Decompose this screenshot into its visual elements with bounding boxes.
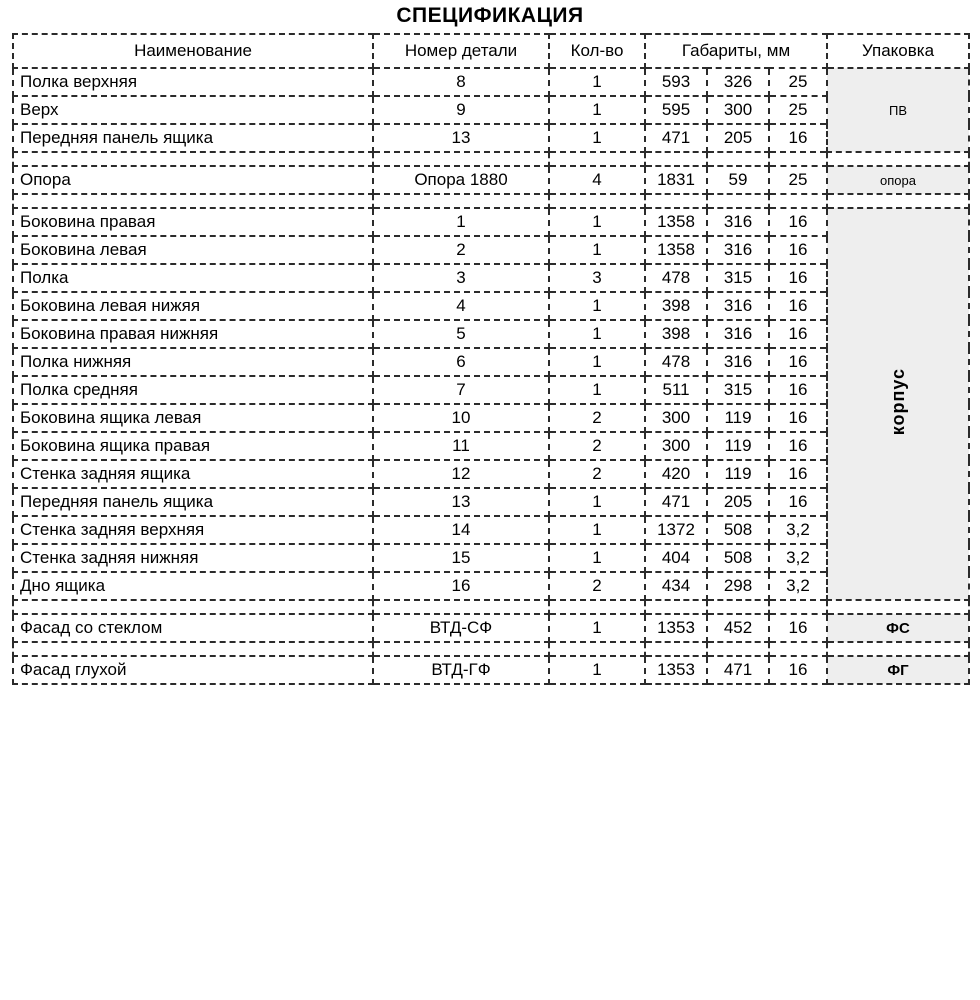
cell-d3: 16 bbox=[769, 264, 827, 292]
cell-d3: 25 bbox=[769, 96, 827, 124]
table-row bbox=[13, 376, 969, 404]
table-row bbox=[13, 166, 969, 194]
column-header-quantity: Кол-во bbox=[549, 34, 645, 68]
cell-d1: 593 bbox=[645, 68, 707, 96]
table-row bbox=[13, 320, 969, 348]
column-header-name: Наименование bbox=[13, 34, 373, 68]
cell-name: Фасад глухой bbox=[13, 656, 373, 684]
packaging-label: ПВ bbox=[888, 103, 907, 119]
specification-table bbox=[12, 33, 970, 685]
table-row bbox=[13, 404, 969, 432]
cell-d3: 3,2 bbox=[769, 572, 827, 600]
cell-part: 9 bbox=[373, 96, 549, 124]
separator-cell bbox=[549, 152, 645, 166]
separator-cell bbox=[645, 600, 707, 614]
separator-cell bbox=[373, 194, 549, 208]
cell-d3: 16 bbox=[769, 656, 827, 684]
separator-cell bbox=[707, 642, 769, 656]
cell-part: 13 bbox=[373, 124, 549, 152]
cell-name: Стенка задняя верхняя bbox=[13, 516, 373, 544]
cell-qty: 2 bbox=[549, 432, 645, 460]
cell-d2: 300 bbox=[707, 96, 769, 124]
separator-cell bbox=[769, 152, 827, 166]
cell-part: 3 bbox=[373, 264, 549, 292]
cell-d1: 595 bbox=[645, 96, 707, 124]
cell-packaging bbox=[827, 656, 969, 684]
cell-qty: 3 bbox=[549, 264, 645, 292]
separator-cell bbox=[827, 600, 969, 614]
cell-packaging bbox=[827, 208, 969, 600]
group-separator bbox=[13, 642, 969, 656]
cell-d2: 508 bbox=[707, 516, 769, 544]
table-row bbox=[13, 68, 969, 96]
cell-part: 15 bbox=[373, 544, 549, 572]
cell-d2: 315 bbox=[707, 376, 769, 404]
cell-name: Полка нижняя bbox=[13, 348, 373, 376]
separator-cell bbox=[549, 194, 645, 208]
cell-d2: 316 bbox=[707, 292, 769, 320]
cell-name: Стенка задняя нижняя bbox=[13, 544, 373, 572]
cell-part: 12 bbox=[373, 460, 549, 488]
cell-part: 6 bbox=[373, 348, 549, 376]
cell-qty: 1 bbox=[549, 320, 645, 348]
cell-part: ВТД-СФ bbox=[373, 614, 549, 642]
cell-qty: 1 bbox=[549, 376, 645, 404]
cell-d2: 316 bbox=[707, 208, 769, 236]
cell-d3: 25 bbox=[769, 166, 827, 194]
cell-name: Полка bbox=[13, 264, 373, 292]
cell-d3: 16 bbox=[769, 488, 827, 516]
cell-d1: 511 bbox=[645, 376, 707, 404]
cell-part: 1 bbox=[373, 208, 549, 236]
cell-qty: 1 bbox=[549, 516, 645, 544]
cell-d3: 16 bbox=[769, 208, 827, 236]
cell-d2: 119 bbox=[707, 432, 769, 460]
cell-qty: 2 bbox=[549, 572, 645, 600]
cell-d3: 16 bbox=[769, 320, 827, 348]
cell-qty: 1 bbox=[549, 488, 645, 516]
cell-qty: 4 bbox=[549, 166, 645, 194]
separator-cell bbox=[827, 642, 969, 656]
table-row bbox=[13, 264, 969, 292]
table-row bbox=[13, 292, 969, 320]
separator-cell bbox=[769, 600, 827, 614]
cell-d1: 1353 bbox=[645, 614, 707, 642]
column-header-packaging: Упаковка bbox=[827, 34, 969, 68]
separator-cell bbox=[13, 600, 373, 614]
cell-d3: 16 bbox=[769, 348, 827, 376]
cell-qty: 1 bbox=[549, 544, 645, 572]
cell-qty: 1 bbox=[549, 96, 645, 124]
cell-name: Полка средняя bbox=[13, 376, 373, 404]
page-title: СПЕЦИФИКАЦИЯ bbox=[396, 4, 584, 27]
cell-d1: 471 bbox=[645, 488, 707, 516]
table-row bbox=[13, 96, 969, 124]
separator-cell bbox=[13, 194, 373, 208]
cell-part: 4 bbox=[373, 292, 549, 320]
cell-d3: 16 bbox=[769, 376, 827, 404]
table-row bbox=[13, 488, 969, 516]
separator-cell bbox=[13, 152, 373, 166]
cell-name: Передняя панель ящика bbox=[13, 488, 373, 516]
cell-d3: 16 bbox=[769, 292, 827, 320]
cell-d1: 478 bbox=[645, 348, 707, 376]
packaging-label: ФГ bbox=[887, 661, 909, 679]
separator-cell bbox=[645, 194, 707, 208]
cell-name: Боковина ящика правая bbox=[13, 432, 373, 460]
cell-packaging bbox=[827, 614, 969, 642]
cell-qty: 1 bbox=[549, 656, 645, 684]
table-body bbox=[13, 68, 969, 684]
cell-d2: 59 bbox=[707, 166, 769, 194]
separator-cell bbox=[827, 194, 969, 208]
table-row bbox=[13, 656, 969, 684]
cell-part: ВТД-ГФ bbox=[373, 656, 549, 684]
cell-d2: 119 bbox=[707, 460, 769, 488]
cell-d2: 315 bbox=[707, 264, 769, 292]
table-row bbox=[13, 208, 969, 236]
cell-name: Опора bbox=[13, 166, 373, 194]
group-separator bbox=[13, 600, 969, 614]
cell-qty: 1 bbox=[549, 614, 645, 642]
table-row bbox=[13, 572, 969, 600]
cell-d1: 1358 bbox=[645, 236, 707, 264]
table-row bbox=[13, 348, 969, 376]
cell-packaging bbox=[827, 68, 969, 152]
separator-cell bbox=[707, 194, 769, 208]
column-header-dimensions: Габариты, мм bbox=[645, 34, 827, 68]
cell-qty: 1 bbox=[549, 68, 645, 96]
cell-part: 10 bbox=[373, 404, 549, 432]
separator-cell bbox=[645, 642, 707, 656]
cell-d1: 1372 bbox=[645, 516, 707, 544]
cell-part: 11 bbox=[373, 432, 549, 460]
cell-qty: 1 bbox=[549, 208, 645, 236]
separator-cell bbox=[373, 600, 549, 614]
cell-d1: 471 bbox=[645, 124, 707, 152]
cell-d1: 478 bbox=[645, 264, 707, 292]
cell-part: 13 bbox=[373, 488, 549, 516]
cell-d3: 25 bbox=[769, 68, 827, 96]
separator-cell bbox=[769, 642, 827, 656]
cell-d2: 119 bbox=[707, 404, 769, 432]
cell-d3: 16 bbox=[769, 236, 827, 264]
cell-d1: 1831 bbox=[645, 166, 707, 194]
cell-d1: 434 bbox=[645, 572, 707, 600]
cell-part: 7 bbox=[373, 376, 549, 404]
separator-cell bbox=[13, 642, 373, 656]
cell-name: Фасад со стеклом bbox=[13, 614, 373, 642]
cell-d3: 3,2 bbox=[769, 544, 827, 572]
group-separator bbox=[13, 152, 969, 166]
cell-d2: 316 bbox=[707, 348, 769, 376]
cell-name: Боковина правая bbox=[13, 208, 373, 236]
cell-qty: 1 bbox=[549, 124, 645, 152]
table-row bbox=[13, 432, 969, 460]
table-row bbox=[13, 544, 969, 572]
cell-name: Полка верхняя bbox=[13, 68, 373, 96]
separator-cell bbox=[707, 600, 769, 614]
cell-d3: 16 bbox=[769, 432, 827, 460]
cell-d1: 1353 bbox=[645, 656, 707, 684]
separator-cell bbox=[549, 642, 645, 656]
cell-d3: 16 bbox=[769, 124, 827, 152]
cell-d1: 398 bbox=[645, 320, 707, 348]
separator-cell bbox=[645, 152, 707, 166]
separator-cell bbox=[827, 152, 969, 166]
cell-d3: 16 bbox=[769, 460, 827, 488]
table-row bbox=[13, 614, 969, 642]
cell-d2: 316 bbox=[707, 320, 769, 348]
cell-d2: 326 bbox=[707, 68, 769, 96]
cell-d1: 404 bbox=[645, 544, 707, 572]
cell-d2: 205 bbox=[707, 488, 769, 516]
table-row bbox=[13, 460, 969, 488]
cell-qty: 1 bbox=[549, 348, 645, 376]
separator-cell bbox=[373, 642, 549, 656]
cell-name: Боковина ящика левая bbox=[13, 404, 373, 432]
cell-d2: 298 bbox=[707, 572, 769, 600]
packaging-label: ФС bbox=[886, 619, 910, 637]
separator-cell bbox=[707, 152, 769, 166]
packaging-label: корпус bbox=[887, 367, 908, 436]
cell-name: Боковина правая нижняя bbox=[13, 320, 373, 348]
cell-name: Боковина левая нижяя bbox=[13, 292, 373, 320]
cell-d2: 205 bbox=[707, 124, 769, 152]
cell-d2: 508 bbox=[707, 544, 769, 572]
group-separator bbox=[13, 194, 969, 208]
column-header-part-number: Номер детали bbox=[373, 34, 549, 68]
cell-qty: 2 bbox=[549, 404, 645, 432]
packaging-label: опора bbox=[880, 173, 916, 189]
separator-cell bbox=[769, 194, 827, 208]
cell-part: Опора 1880 bbox=[373, 166, 549, 194]
cell-d2: 452 bbox=[707, 614, 769, 642]
cell-qty: 1 bbox=[549, 292, 645, 320]
cell-d1: 300 bbox=[645, 432, 707, 460]
cell-part: 16 bbox=[373, 572, 549, 600]
table-row bbox=[13, 236, 969, 264]
cell-part: 5 bbox=[373, 320, 549, 348]
cell-name: Дно ящика bbox=[13, 572, 373, 600]
cell-d1: 1358 bbox=[645, 208, 707, 236]
cell-packaging bbox=[827, 166, 969, 194]
separator-cell bbox=[549, 600, 645, 614]
cell-part: 14 bbox=[373, 516, 549, 544]
table-row bbox=[13, 516, 969, 544]
cell-part: 8 bbox=[373, 68, 549, 96]
cell-name: Верх bbox=[13, 96, 373, 124]
cell-d3: 16 bbox=[769, 404, 827, 432]
cell-d2: 471 bbox=[707, 656, 769, 684]
cell-qty: 2 bbox=[549, 460, 645, 488]
cell-qty: 1 bbox=[549, 236, 645, 264]
table-row bbox=[13, 124, 969, 152]
cell-d1: 398 bbox=[645, 292, 707, 320]
cell-name: Стенка задняя ящика bbox=[13, 460, 373, 488]
separator-cell bbox=[373, 152, 549, 166]
cell-d3: 3,2 bbox=[769, 516, 827, 544]
cell-part: 2 bbox=[373, 236, 549, 264]
cell-name: Боковина левая bbox=[13, 236, 373, 264]
cell-name: Передняя панель ящика bbox=[13, 124, 373, 152]
cell-d2: 316 bbox=[707, 236, 769, 264]
table-header bbox=[13, 34, 969, 68]
cell-d1: 300 bbox=[645, 404, 707, 432]
cell-d3: 16 bbox=[769, 614, 827, 642]
cell-d1: 420 bbox=[645, 460, 707, 488]
